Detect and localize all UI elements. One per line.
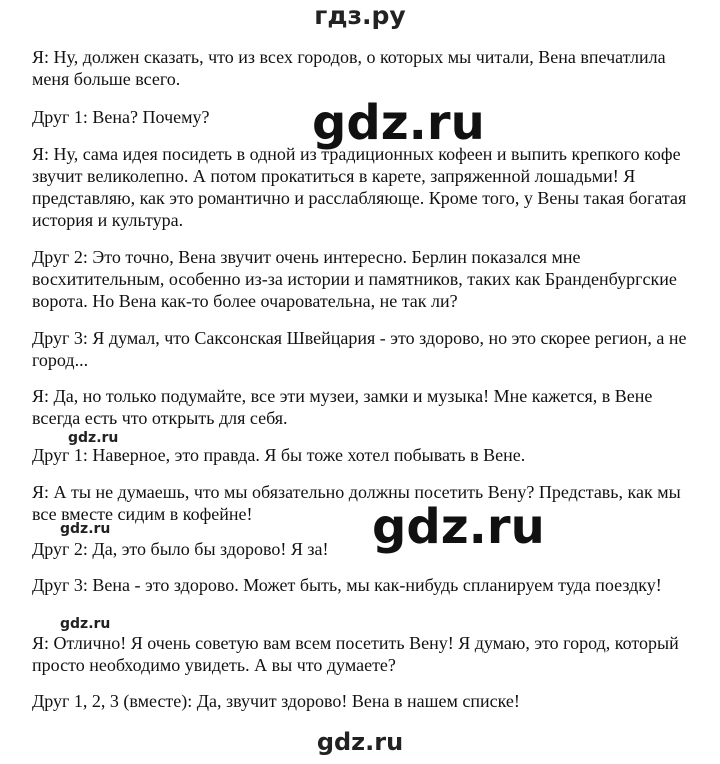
dialogue-line-2: Друг 1: Вена? Почему? [32, 107, 210, 127]
dialogue-line-5: Друг 3: Я думал, что Саксонская Швейцария - это здорово, но это скорее регион, а не город... [32, 328, 687, 370]
watermark-small-2: gdz.ru [60, 521, 111, 537]
dialogue-line-1: Я: Ну, должен сказать, что из всех городов, о которых мы читали, Вена впечатлила меня больше всего. [32, 47, 666, 89]
dialogue-line-12: Друг 1, 2, 3 (вместе): Да, звучит здорово! Вена в нашем списке! [32, 691, 520, 711]
watermark-small-3: gdz.ru [60, 616, 111, 632]
watermark-large-middle: gdz.ru [372, 499, 545, 555]
dialogue-line-9: Друг 2: Да, это было бы здорово! Я за! [32, 539, 329, 559]
dialogue-line-6: Я: Да, но только подумайте, все эти музеи, замки и музыка! Мне кажется, в Вене всегда есть что открыть для себя. [32, 386, 653, 428]
dialogue-line-8: Я: А ты не думаешь, что мы обязательно должны посетить Вену? Представь, как мы все вместе сидим в кофейне! [32, 482, 681, 524]
dialogue-line-3: Я: Ну, сама идея посидеть в одной из традиционных кофеен и выпить крепкого кофе звучит великолепно. А потом прокатиться в карете, запряженной лошадьми! Я представляю, как это романтично и расслабляюще. Кроме того, у Вены такая богатая история и культура. [32, 144, 687, 230]
dialogue-line-11: Я: Отлично! Я очень советую вам всем посетить Вену! Я думаю, это город, который просто необходимо увидеть. А вы что думаете? [32, 633, 679, 675]
site-header: гдз.ру [314, 1, 406, 30]
watermark-large-top: gdz.ru [312, 95, 485, 151]
dialogue-line-10: Друг 3: Вена - это здорово. Может быть, мы как-нибудь спланируем туда поездку! [32, 575, 662, 595]
dialogue-line-7: Друг 1: Наверное, это правда. Я бы тоже хотел побывать в Вене. [32, 445, 526, 465]
dialogue-line-4: Друг 2: Это точно, Вена звучит очень интересно. Берлин показался мне восхитительным, особенно из-за истории и памятников, таких как Бранденбургские ворота. Но Вена как-то более очаровательна, не так ли? [32, 247, 677, 311]
watermark-small-1: gdz.ru [68, 430, 119, 446]
footer-watermark: gdz.ru [316, 728, 404, 756]
